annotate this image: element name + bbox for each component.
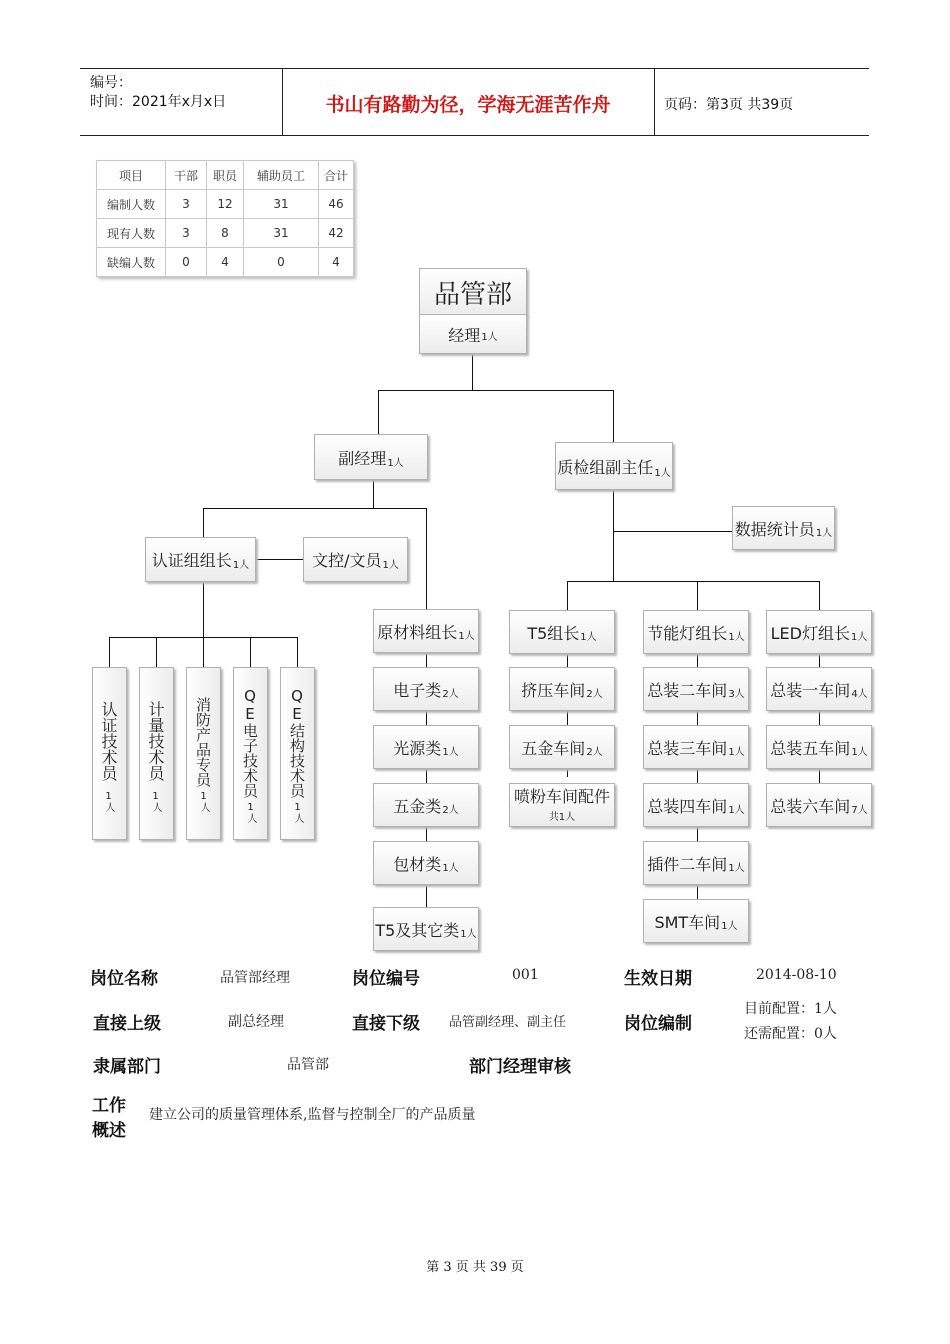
doc-clerk-count: 1人 — [382, 560, 399, 571]
t5-count: 2人 — [586, 689, 603, 700]
led-name: 总装六车间 — [770, 796, 851, 816]
material-name: 原材料组长 — [377, 622, 458, 642]
connector-line — [697, 581, 698, 611]
cert-staff-name: 计量技术员 — [146, 701, 165, 781]
stats-clerk-name: 数据统计员 — [734, 519, 815, 539]
review-label: 部门经理审核 — [469, 1057, 571, 1077]
staffing-table — [96, 160, 354, 277]
material-count: 2人 — [442, 689, 459, 700]
led-count: 1人 — [850, 632, 868, 643]
header-top-rule — [80, 68, 869, 69]
led-name: 总装五车间 — [770, 738, 851, 758]
energy-box — [643, 667, 749, 711]
material-box — [373, 907, 479, 951]
effective-date-label: 生效日期 — [624, 969, 692, 989]
material-count: 1人 — [442, 747, 459, 758]
qc-deputy-name: 质检组副主任 — [557, 457, 654, 477]
cert-staff-name: QE电子技术员 — [241, 686, 259, 798]
manager-count: 1人 — [481, 332, 498, 343]
table-header-row — [97, 161, 354, 190]
manager-box — [419, 314, 527, 354]
superior-value: 副总经理 — [228, 1014, 284, 1030]
table-cell: 4 — [207, 248, 244, 277]
energy-name: 节能灯组长 — [647, 623, 728, 643]
superior-label: 直接上级 — [93, 1014, 161, 1034]
cert-staff-box — [280, 667, 315, 840]
material-box — [373, 783, 479, 827]
t5-box — [509, 610, 615, 654]
job-name-value: 品管部经理 — [220, 970, 290, 986]
cert-leader-name: 认证组组长 — [151, 551, 232, 570]
effective-date-value: 2014-08-10 — [756, 967, 837, 983]
led-box — [766, 783, 872, 827]
stats-clerk-count: 1人 — [815, 528, 833, 539]
table-row — [97, 219, 354, 248]
table-cell: 31 — [244, 190, 319, 219]
subordinate-label: 直接下级 — [352, 1014, 420, 1034]
energy-box — [643, 610, 749, 654]
cert-leader-box — [145, 537, 256, 582]
table-cell: 现有人数 — [97, 219, 166, 248]
material-box — [373, 725, 479, 769]
energy-count: 1人 — [728, 632, 745, 643]
table-row — [97, 248, 354, 277]
cert-staff-count: 1人 — [245, 801, 256, 823]
led-box — [766, 610, 872, 654]
table-cell: 3 — [166, 190, 207, 219]
table-header: 辅助员工 — [244, 161, 319, 190]
material-count: 1人 — [460, 929, 477, 940]
led-count: 7人 — [851, 805, 868, 816]
led-count: 1人 — [851, 747, 868, 758]
job-code-label: 岗位编号 — [352, 969, 420, 989]
connector-line — [203, 508, 427, 509]
table-cell: 46 — [319, 190, 354, 219]
energy-name: 总装三车间 — [647, 738, 728, 758]
energy-box — [643, 725, 749, 769]
table-cell: 12 — [207, 190, 244, 219]
connector-line — [378, 390, 379, 434]
led-count: 4人 — [851, 689, 868, 700]
material-count: 1人 — [442, 863, 459, 874]
cert-staff-name: 认证技术员 — [99, 701, 118, 781]
cert-staff-name: 消防产品专员 — [194, 697, 212, 787]
led-name: LED灯组长 — [770, 623, 850, 643]
connector-line — [426, 508, 427, 610]
material-box — [373, 841, 479, 885]
connector-line — [378, 390, 614, 391]
dept-label: 隶属部门 — [93, 1057, 161, 1077]
subordinate-value: 品管副经理、副主任 — [449, 1015, 567, 1030]
led-box — [766, 725, 872, 769]
time-label: 时间：2021年x月x日 — [90, 94, 227, 110]
connector-line — [203, 582, 204, 638]
energy-box — [643, 783, 749, 827]
connector-line — [819, 581, 820, 611]
number-label: 编号： — [90, 75, 132, 91]
t5-count: 共1人 — [548, 811, 576, 823]
manager-name: 经理 — [448, 325, 481, 345]
connector-line — [203, 508, 204, 538]
energy-count: 1人 — [721, 921, 738, 932]
doc-clerk-box — [303, 537, 408, 582]
cert-staff-box — [186, 667, 221, 840]
table-cell: 0 — [244, 248, 319, 277]
t5-box — [509, 667, 615, 711]
qc-deputy-count: 1人 — [654, 468, 671, 479]
connector-line — [373, 480, 374, 508]
energy-count: 1人 — [728, 747, 745, 758]
t5-name: 五金车间 — [521, 738, 586, 758]
header-divider-right — [654, 68, 655, 136]
t5-box — [509, 725, 615, 769]
material-name: 五金类 — [393, 796, 442, 816]
table-cell: 编制人数 — [97, 190, 166, 219]
material-box — [373, 667, 479, 711]
cert-staff-count: 1人 — [292, 801, 303, 823]
connector-line — [297, 637, 298, 667]
cert-staff-box — [139, 667, 174, 840]
headcount-label: 岗位编制 — [624, 1014, 692, 1034]
t5-box — [509, 783, 615, 827]
deputy-name: 副经理 — [338, 448, 387, 468]
t5-count: 2人 — [586, 747, 603, 758]
qc-deputy-box — [555, 442, 673, 490]
table-header: 干部 — [166, 161, 207, 190]
connector-line — [567, 581, 820, 582]
connector-line — [250, 637, 251, 667]
deputy-box — [314, 434, 428, 480]
energy-box — [643, 841, 749, 885]
header-bottom-rule — [80, 135, 869, 136]
energy-name: 总装二车间 — [647, 680, 728, 700]
stats-clerk-box — [732, 506, 835, 550]
headcount-current: 目前配置：1人 — [744, 1001, 837, 1017]
t5-count: 1人 — [580, 632, 597, 643]
dept-title: 品管部 — [433, 279, 512, 310]
table-cell: 4 — [319, 248, 354, 277]
headcount-needed: 还需配置：0人 — [744, 1026, 837, 1042]
summary-label-line2: 概述 — [92, 1121, 126, 1141]
table-cell: 缺编人数 — [97, 248, 166, 277]
cert-staff-name: QE结构技术员 — [288, 686, 306, 798]
table-cell: 42 — [319, 219, 354, 248]
material-box — [373, 609, 479, 653]
t5-name: T5组长 — [527, 623, 580, 643]
connector-line — [156, 637, 157, 667]
energy-count: 3人 — [728, 689, 745, 700]
material-name: 包材类 — [393, 854, 442, 874]
energy-name: 总装四车间 — [647, 796, 728, 816]
table-cell: 31 — [244, 219, 319, 248]
connector-line — [109, 637, 110, 667]
energy-count: 1人 — [728, 863, 745, 874]
material-name: T5及其它类 — [375, 920, 460, 940]
page-label: 页码：第3页 共39页 — [664, 97, 794, 113]
table-header: 职员 — [207, 161, 244, 190]
connector-line — [256, 559, 304, 560]
led-box — [766, 667, 872, 711]
table-cell: 3 — [166, 219, 207, 248]
energy-count: 1人 — [728, 805, 745, 816]
summary-label-line1: 工作 — [92, 1096, 126, 1116]
led-name: 总装一车间 — [770, 680, 851, 700]
energy-name: SMT车间 — [654, 912, 721, 932]
motto: 书山有路勤为径，学海无涯苦作舟 — [325, 94, 611, 116]
table-header: 合计 — [319, 161, 354, 190]
table-header: 项目 — [97, 161, 166, 190]
cert-staff-count: 1人 — [150, 791, 161, 812]
cert-leader-count: 1人 — [232, 560, 250, 571]
material-count: 2人 — [442, 805, 459, 816]
connector-line — [472, 354, 473, 391]
summary-value: 建立公司的质量管理体系,监督与控制全厂的产品质量 — [149, 1107, 476, 1123]
cert-staff-box — [233, 667, 268, 840]
job-name-label: 岗位名称 — [90, 969, 158, 989]
cert-staff-box — [92, 667, 127, 840]
cert-staff-count: 1人 — [198, 791, 209, 812]
energy-box — [643, 899, 749, 943]
cert-staff-count: 1人 — [103, 791, 114, 812]
t5-name: 喷粉车间配件 — [513, 786, 610, 806]
material-count: 1人 — [458, 631, 475, 642]
dept-title-box — [419, 268, 527, 316]
connector-line — [567, 581, 568, 611]
t5-name: 挤压车间 — [521, 680, 586, 700]
energy-name: 插件二车间 — [647, 854, 728, 874]
connector-line — [613, 490, 614, 582]
deputy-count: 1人 — [387, 458, 404, 469]
job-code-value: 001 — [512, 967, 539, 983]
dept-value: 品管部 — [287, 1057, 329, 1073]
connector-line — [613, 390, 614, 442]
table-row — [97, 190, 354, 219]
table-cell: 0 — [166, 248, 207, 277]
table-cell: 8 — [207, 219, 244, 248]
doc-clerk-name: 文控/文员 — [312, 551, 382, 570]
page-footer: 第 3 页 共 39 页 — [426, 1260, 524, 1275]
material-name: 电子类 — [393, 680, 442, 700]
connector-line — [613, 531, 733, 532]
material-name: 光源类 — [393, 738, 442, 758]
connector-line — [203, 637, 204, 667]
